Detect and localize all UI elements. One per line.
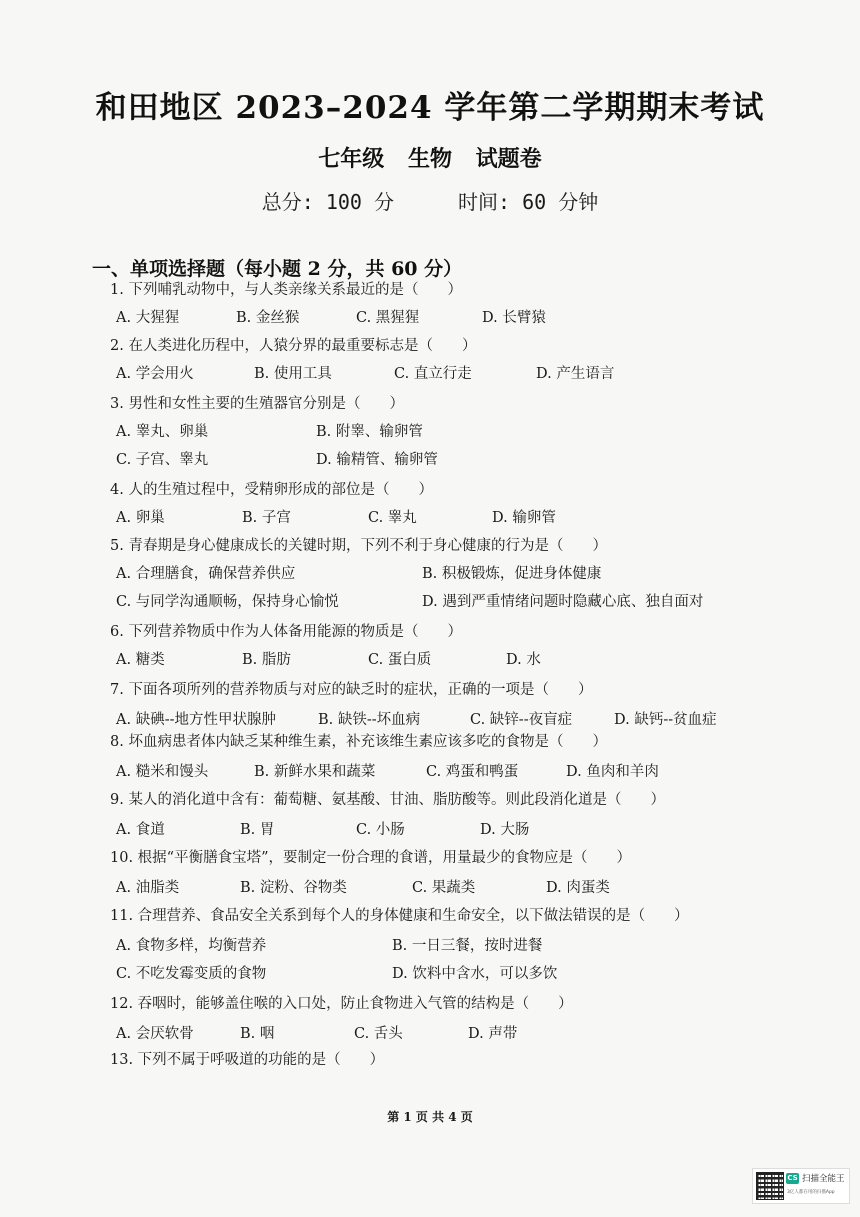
question-option: C. 不吃发霉变质的食物 [116,966,267,982]
cs-logo-icon: CS [787,1174,798,1182]
question-option: B. 淀粉、谷物类 [240,880,347,896]
question-option: D. 大肠 [480,822,530,838]
question-option: A. 食道 [116,822,165,838]
question-option: C. 蛋白质 [368,652,432,668]
exam-subtitle [0,142,860,173]
question-option: D. 输卵管 [492,510,556,526]
time-limit: 时间: 60 分钟 [458,190,599,214]
paper-label: 试题卷 [475,146,542,172]
question-option: B. 使用工具 [254,366,332,382]
question-option: B. 新鲜水果和蔬菜 [254,764,376,780]
question-option: A. 糖类 [116,652,165,668]
question-stem: 7. 下面各项所列的营养物质与对应的缺乏时的症状，正确的一项是（ ） [110,682,593,698]
question-stem: 2. 在人类进化历程中，人猿分界的最重要标志是（ ） [110,338,477,354]
question-option: A. 缺碘--地方性甲状腺肿 [116,712,276,728]
question-option: D. 水 [506,652,541,668]
question-option: C. 与同学沟通顺畅，保持身心愉悦 [116,594,339,610]
question-option: C. 果蔬类 [412,880,476,896]
question-option: B. 子宫 [242,510,291,526]
question-option: B. 脂肪 [242,652,291,668]
question-option: D. 遇到严重情绪问题时隐藏心底、独自面对 [422,594,704,610]
question-stem: 4. 人的生殖过程中，受精卵形成的部位是（ ） [110,482,433,498]
scanner-name: 扫描全能王 [802,1174,845,1184]
question-option: A. 油脂类 [116,880,180,896]
scanner-watermark [752,1168,850,1204]
question-option: A. 会厌软骨 [116,1026,194,1042]
question-option: D. 产生语言 [536,366,615,382]
question-option: C. 鸡蛋和鸭蛋 [426,764,519,780]
question-option: C. 子宫、睾丸 [116,452,209,468]
question-option: A. 合理膳食，确保营养供应 [116,566,296,582]
question-stem: 11. 合理营养、食品安全关系到每个人的身体健康和生命安全，以下做法错误的是（ ） [110,908,689,924]
question-option: B. 咽 [240,1026,275,1042]
question-stem: 6. 下列营养物质中作为人体备用能源的物质是（ ） [110,624,462,640]
question-option: A. 食物多样，均衡营养 [116,938,267,954]
total-score: 总分: 100 分 [261,190,394,214]
question-option: D. 声带 [468,1026,518,1042]
question-stem: 10. 根据“平衡膳食宝塔”，要制定一份合理的食谱，用量最少的食物应是（ ） [110,850,631,866]
question-option: A. 大猩猩 [116,310,180,326]
question-stem: 1. 下列哺乳动物中，与人类亲缘关系最近的是（ ） [110,282,462,298]
qr-code-icon [756,1172,784,1200]
question-option: D. 长臂猿 [482,310,546,326]
question-option: D. 饮料中含水，可以多饮 [392,966,558,982]
question-option: C. 黑猩猩 [356,310,420,326]
question-option: C. 直立行走 [394,366,472,382]
exam-title: 和田地区 2023–2024 学年第二学期期末考试 [95,90,765,126]
question-stem: 9. 某人的消化道中含有：葡萄糖、氨基酸、甘油、脂肪酸等。则此段消化道是（ ） [110,792,665,808]
question-option: A. 学会用火 [116,366,194,382]
question-option: A. 睾丸、卵巢 [116,424,209,440]
exam-meta [0,186,860,215]
question-option: A. 糙米和馒头 [116,764,209,780]
question-option: B. 胃 [240,822,275,838]
question-option: A. 卵巢 [116,510,165,526]
question-stem: 5. 青春期是身心健康成长的关键时期，下列不利于身心健康的行为是（ ） [110,538,607,554]
question-stem: 12. 吞咽时，能够盖住喉的入口处，防止食物进入气管的结构是（ ） [110,996,573,1012]
section-heading: 一、单项选择题（每小题 2 分，共 60 分） [92,258,463,280]
question-stem: 8. 坏血病患者体内缺乏某种维生素，补充该维生素应该多吃的食物是（ ） [110,734,607,750]
question-option: C. 睾丸 [368,510,417,526]
subject-label: 生物 [407,146,452,172]
question-option: D. 鱼肉和羊肉 [566,764,659,780]
question-option: B. 缺铁--坏血病 [318,712,421,728]
question-option: D. 肉蛋类 [546,880,610,896]
question-option: B. 一日三餐，按时进餐 [392,938,543,954]
question-option: C. 缺锌--夜盲症 [470,712,573,728]
question-option: C. 小肠 [356,822,405,838]
question-option: D. 缺钙--贫血症 [614,712,717,728]
scanner-tagline: 3亿人都在用的扫描App [787,1190,835,1195]
question-stem: 3. 男性和女性主要的生殖器官分别是（ ） [110,396,404,412]
question-option: D. 输精管、输卵管 [316,452,438,468]
question-option: B. 积极锻炼，促进身体健康 [422,566,602,582]
page-footer: 第 1 页 共 4 页 [387,1110,473,1124]
grade-label: 七年级 [318,146,385,172]
question-option: B. 金丝猴 [236,310,300,326]
question-option: B. 附睾、输卵管 [316,424,423,440]
question-stem: 13. 下列不属于呼吸道的功能的是（ ） [110,1052,385,1068]
question-option: C. 舌头 [354,1026,403,1042]
